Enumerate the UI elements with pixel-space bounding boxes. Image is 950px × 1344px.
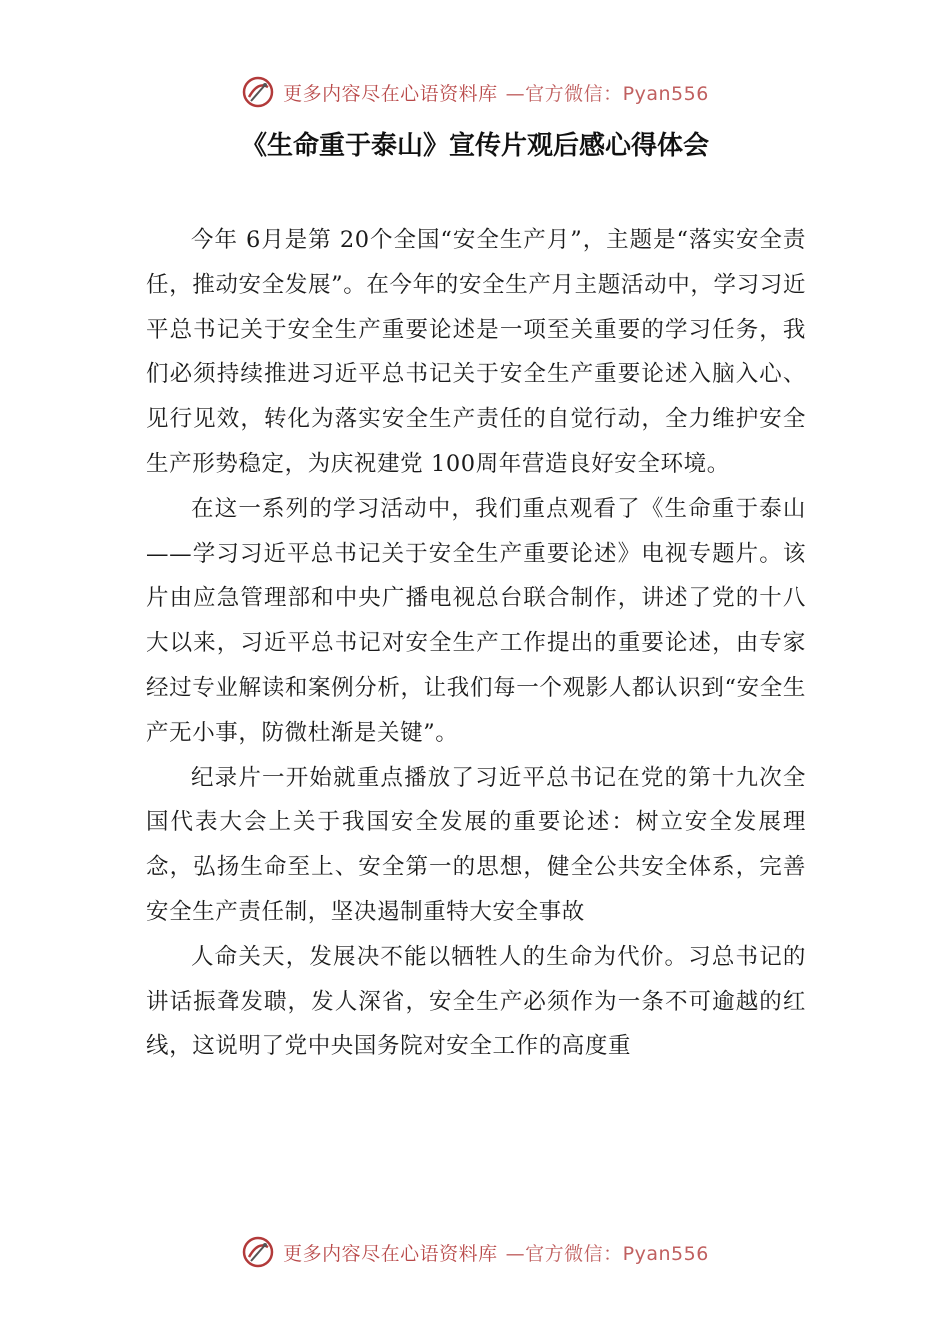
brand-logo-icon — [241, 1235, 275, 1269]
paragraph-2: 在这一系列的学习活动中，我们重点观看了《生命重于泰山——学习习近平总书记关于安全生产重要论述》电视专题片。该片由应急管理部和中央广播电视总台联合制作，讲述了党的十八大以来，习近平总书记对安全生产工作提出的重要论述，由专家经过专业解读和案例分析，让我们每一个观影人都认识到“安全生产无小事，防微杜渐是关键”。 — [146, 495, 806, 746]
document-body — [146, 218, 806, 1069]
watermark-contact: —官方微信：Pyan556 — [505, 82, 709, 105]
paragraph-1: 今年 6月是第 20个全国“安全生产月”，主题是“落实安全责任，推动安全发展”。在今年的安全生产月主题活动中，学习习近平总书记关于安全生产重要论述是一项至关重要的学习任务，我们必须持续推进习近平总书记关于安全生产重要论述入脑入心、见行见效，转化为落实安全生产责任的自觉行动，全力维护安全生产形势稳定，为庆祝建党 100周年营造良好安全环境。 — [146, 227, 806, 477]
paragraph-4: 人命关天，发展决不能以牺牲人的生命为代价。习总书记的讲话振聋发聩，发人深省，安全生产必须作为一条不可逾越的红线，这说明了党中央国务院对安全工作的高度重 — [146, 943, 806, 1060]
document-title: 《生命重于泰山》宣传片观后感心得体会 — [240, 131, 709, 161]
paragraph-3: 纪录片一开始就重点播放了习近平总书记在党的第十九次全国代表大会上关于我国安全发展的重要论述：树立安全发展理念，弘扬生命至上、安全第一的思想，健全公共安全体系，完善安全生产责任制，坚决遏制重特大安全事故 — [146, 764, 806, 925]
watermark-contact: —官方微信：Pyan556 — [505, 1242, 709, 1265]
watermark-text: 更多内容尽在心语资料库 — [283, 1242, 498, 1265]
footer-watermark — [0, 1232, 950, 1272]
header-watermark — [0, 72, 950, 112]
brand-logo-icon — [241, 75, 275, 109]
watermark-text: 更多内容尽在心语资料库 — [283, 82, 498, 105]
